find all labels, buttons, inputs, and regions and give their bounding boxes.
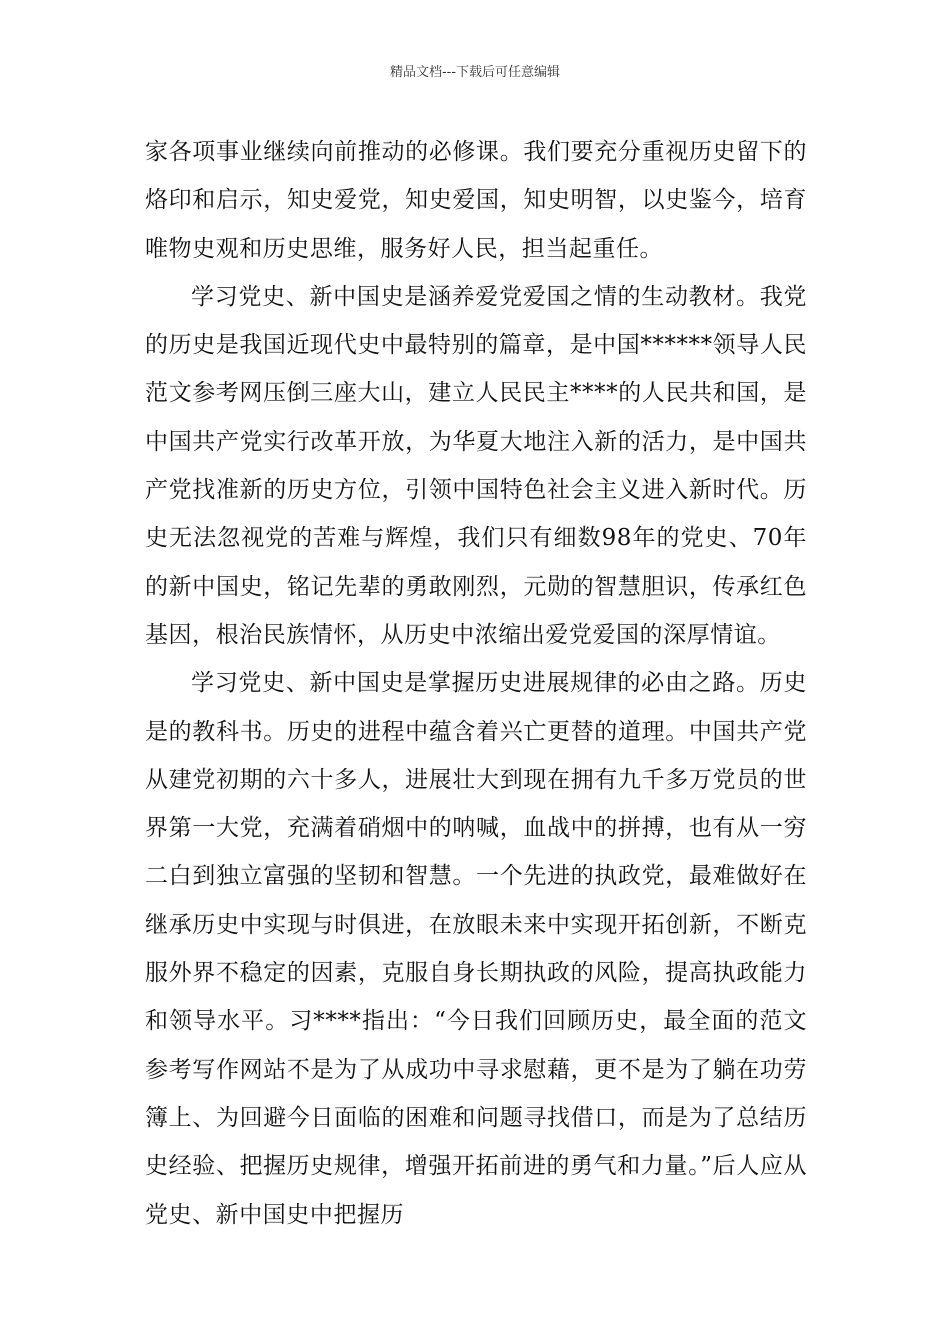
- paragraph-3: 学习党史、新中国史是掌握历史进展规律的必由之路。历史是的教科书。历史的进程中蕴含着兴亡更替的道理。中国共产党从建党初期的六十多人，进展壮大到现在拥有九千多万党员的世界第一大党，充满着硝烟中的呐喊，血战中的拼搏，也有从一穷二白到独立富强的坚韧和智慧。一个先进的执政党，最难做好在继承历史中实现与时俱进，在放眼未来中实现开拓创新，不断克服外界不稳定的因素，克服自身长期执政的风险，提高执政能力和领导水平。习****指出：“今日我们回顾历史，最全面的范文参考写作网站不是为了从成功中寻求慰藉，更不是为了躺在功劳簿上、为回避今日面临的困难和问题寻找借口，而是为了总结历史经验、把握历史规律，增强开拓前进的勇气和力量。”后人应从党史、新中国史中把握历: [145, 670, 807, 1228]
- page-header: 精品文档---下载后可任意编辑: [389, 65, 561, 80]
- paragraph-1: 家各项事业继续向前推动的必修课。我们要充分重视历史留下的烙印和启示，知史爱党，知史爱国，知史明智，以史鉴今，培育唯物史观和历史思维，服务好人民，担当起重任。: [145, 139, 807, 262]
- paragraph-2: 学习党史、新中国史是涵养爱党爱国之情的生动教材。我党的历史是我国近现代史中最特别的篇章，是中国******领导人民范文参考网压倒三座大山，建立人民民主****的人民共和国，是中国共产党实行改革开放，为华夏大地注入新的活力，是中国共产党找准新的历史方位，引领中国特色社会主义进入新时代。历史无法忽视党的苦难与辉煌，我们只有细数98年的党史、70年的新中国史，铭记先辈的勇敢刚烈，元勋的智慧胆识，传承红色基因，根治民族情怀，从历史中浓缩出爱党爱国的深厚情谊。: [145, 283, 807, 648]
- document-body: [145, 128, 807, 1239]
